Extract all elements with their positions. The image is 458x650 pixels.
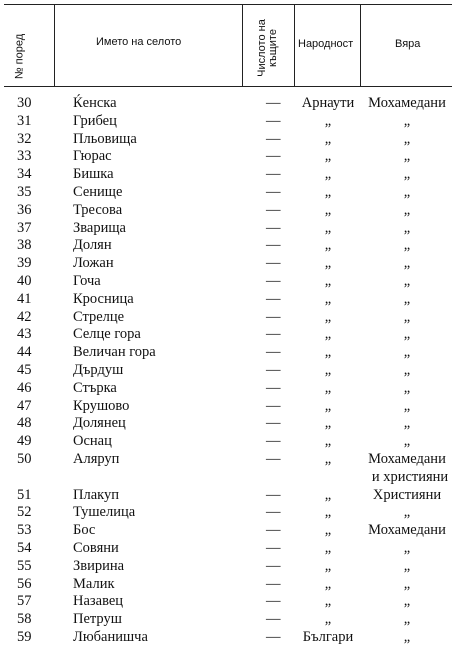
nationality-cell: „ <box>324 379 332 396</box>
nationality-cell: „ <box>324 504 332 521</box>
table-row <box>0 398 458 416</box>
village-name: Ќенска <box>73 95 117 111</box>
religion-cell: „ <box>403 415 411 432</box>
village-name: Петруш <box>73 611 122 628</box>
row-number: 36 <box>17 201 32 218</box>
religion-cell: „ <box>403 237 411 254</box>
religion-cell: „ <box>403 130 411 147</box>
table-row <box>0 362 458 380</box>
row-number: 55 <box>17 557 32 574</box>
header-religion: Вяра <box>395 38 421 50</box>
table-row <box>0 95 458 113</box>
row-number: 37 <box>17 219 32 236</box>
row-number: 32 <box>17 130 32 147</box>
row-number: 47 <box>17 397 32 414</box>
nationality-cell: Арнаути <box>301 95 355 111</box>
row-number: 30 <box>17 95 32 111</box>
house-count: — <box>266 557 281 574</box>
table-row <box>0 326 458 344</box>
religion-cell: „ <box>403 344 411 361</box>
nationality-cell: „ <box>324 166 332 183</box>
house-count: — <box>266 112 281 129</box>
religion-cell: „ <box>403 593 411 610</box>
row-number: 44 <box>17 344 32 361</box>
nationality-cell: „ <box>324 326 332 343</box>
nationality-cell: „ <box>324 308 332 325</box>
row-number: 54 <box>17 540 32 556</box>
table-row <box>0 148 458 166</box>
nationality-cell: „ <box>324 184 332 200</box>
table-row <box>0 504 458 522</box>
row-number: 52 <box>17 504 32 521</box>
nationality-cell: „ <box>324 540 332 556</box>
nationality-cell: „ <box>324 486 332 503</box>
house-count: — <box>266 593 281 610</box>
row-number: 56 <box>17 575 32 592</box>
house-count: — <box>266 415 281 432</box>
religion-cell: „ <box>403 148 411 165</box>
nationality-cell: „ <box>324 415 332 432</box>
nationality-cell: „ <box>324 451 332 467</box>
village-name: Бос <box>73 522 96 539</box>
row-number: 31 <box>17 112 32 129</box>
village-name: Пльовища <box>73 130 137 147</box>
village-name: Гоча <box>73 273 101 289</box>
header-top-rule <box>4 4 452 5</box>
table-row <box>0 273 458 291</box>
house-count: — <box>266 255 281 272</box>
header-bottom-rule <box>4 86 452 87</box>
religion-cell: „ <box>403 629 411 645</box>
house-count: — <box>266 451 281 467</box>
table-row <box>0 113 458 131</box>
house-count: — <box>266 184 281 200</box>
village-name: Гюрас <box>73 148 112 165</box>
religion-cell: „ <box>403 326 411 343</box>
table-row <box>0 166 458 184</box>
nationality-cell: „ <box>324 112 332 129</box>
religion-cell: „ <box>403 379 411 396</box>
row-number: 42 <box>17 308 32 325</box>
table-row <box>0 593 458 611</box>
nationality-cell: „ <box>324 237 332 254</box>
religion-cell: „ <box>403 201 411 218</box>
religion-cell: „ <box>403 308 411 325</box>
religion-cell: „ <box>403 540 411 556</box>
religion-cell: „ <box>403 557 411 574</box>
nationality-cell: „ <box>324 219 332 236</box>
house-count: — <box>266 201 281 218</box>
row-number: 39 <box>17 255 32 272</box>
table-row <box>0 237 458 255</box>
header-divider <box>360 4 361 86</box>
village-name: Бишка <box>73 166 114 183</box>
header-divider <box>242 4 243 86</box>
house-count: — <box>266 611 281 628</box>
table-row <box>0 451 458 469</box>
row-number: 48 <box>17 415 32 432</box>
house-count: — <box>266 540 281 556</box>
nationality-cell: „ <box>324 522 332 539</box>
nationality-cell: „ <box>324 201 332 218</box>
nationality-cell: „ <box>324 290 332 307</box>
row-number: 49 <box>17 433 32 450</box>
nationality-cell: „ <box>324 611 332 628</box>
village-name: Малик <box>73 575 115 592</box>
religion-cell: „ <box>403 362 411 378</box>
row-number: 50 <box>17 451 32 467</box>
table-row <box>0 522 458 540</box>
row-number: 34 <box>17 166 32 183</box>
row-number: 51 <box>17 486 32 503</box>
nationality-cell: „ <box>324 575 332 592</box>
house-count: — <box>266 486 281 503</box>
header-divider <box>294 4 295 86</box>
table-row <box>0 131 458 149</box>
nationality-cell: „ <box>324 362 332 378</box>
header-house-count: Числото на къщите <box>256 19 279 77</box>
religion-cell: „ <box>403 611 411 628</box>
religion-cell: „ <box>403 433 411 450</box>
house-count: — <box>266 95 281 111</box>
village-name: Зварища <box>73 219 126 236</box>
village-name: Аляруп <box>73 451 120 467</box>
village-name: Долян <box>73 237 112 254</box>
religion-cell-continuation: и християни <box>371 468 449 485</box>
table-row <box>0 558 458 576</box>
village-name: Величан гора <box>73 344 156 361</box>
religion-cell: „ <box>403 184 411 200</box>
village-name: Ложан <box>73 255 114 272</box>
village-name: Любанишча <box>73 629 148 645</box>
house-count: — <box>266 344 281 361</box>
religion-cell: „ <box>403 504 411 521</box>
row-number: 33 <box>17 148 32 165</box>
nationality-cell: Българи <box>302 629 354 645</box>
nationality-cell: „ <box>324 397 332 414</box>
village-name: Тушелица <box>73 504 136 521</box>
religion-cell: Християни <box>372 486 442 503</box>
village-name: Долянец <box>73 415 126 432</box>
table-row <box>0 415 458 433</box>
village-name: Грибец <box>73 112 117 129</box>
table-row <box>0 344 458 362</box>
header-village-name: Името на селото <box>96 36 182 48</box>
village-name: Плакуп <box>73 486 119 503</box>
row-number: 40 <box>17 273 32 289</box>
religion-cell: „ <box>403 575 411 592</box>
house-count: — <box>266 130 281 147</box>
village-name: Стрелце <box>73 308 125 325</box>
village-name: Сенище <box>73 184 123 200</box>
table-row <box>0 220 458 238</box>
row-number: 38 <box>17 237 32 254</box>
house-count: — <box>266 575 281 592</box>
village-name: Тресова <box>73 201 123 218</box>
house-count: — <box>266 504 281 521</box>
nationality-cell: „ <box>324 593 332 610</box>
religion-cell: „ <box>403 273 411 289</box>
table-row <box>0 291 458 309</box>
row-number: 35 <box>17 184 32 200</box>
house-count: — <box>266 308 281 325</box>
row-number: 43 <box>17 326 32 343</box>
religion-cell: „ <box>403 112 411 129</box>
table-row <box>0 380 458 398</box>
nationality-cell: „ <box>324 557 332 574</box>
row-number: 53 <box>17 522 32 539</box>
nationality-cell: „ <box>324 130 332 147</box>
religion-cell: „ <box>403 255 411 272</box>
row-number: 59 <box>17 629 32 645</box>
house-count: — <box>266 326 281 343</box>
house-count: — <box>266 237 281 254</box>
religion-cell: Мохамедани <box>368 451 446 467</box>
village-name: Совяни <box>73 540 119 556</box>
village-name: Звирина <box>73 557 125 574</box>
religion-cell: Мохамедани <box>368 522 446 539</box>
religion-cell: „ <box>403 166 411 183</box>
table-row <box>0 309 458 327</box>
village-name: Назавец <box>73 593 124 610</box>
nationality-cell: „ <box>324 148 332 165</box>
religion-cell: Мохамедани <box>368 95 446 111</box>
village-name: Дърдуш <box>73 362 124 378</box>
house-count: — <box>266 273 281 289</box>
row-number: 57 <box>17 593 32 610</box>
header-nationality: Народност <box>298 38 354 50</box>
house-count: — <box>266 629 281 645</box>
row-number: 58 <box>17 611 32 628</box>
header-num: № поред <box>13 33 26 80</box>
nationality-cell: „ <box>324 344 332 361</box>
table-row <box>0 184 458 202</box>
house-count: — <box>266 290 281 307</box>
house-count: — <box>266 148 281 165</box>
table-row <box>0 433 458 451</box>
village-name: Стърка <box>73 379 117 396</box>
nationality-cell: „ <box>324 433 332 450</box>
house-count: — <box>266 433 281 450</box>
house-count: — <box>266 379 281 396</box>
religion-cell: „ <box>403 219 411 236</box>
table-row <box>0 611 458 629</box>
table-row <box>0 202 458 220</box>
row-number: 41 <box>17 290 32 307</box>
nationality-cell: „ <box>324 273 332 289</box>
house-count: — <box>266 219 281 236</box>
table-row <box>0 487 458 505</box>
header-divider <box>54 4 55 86</box>
religion-cell: „ <box>403 397 411 414</box>
table-row <box>0 540 458 558</box>
house-count: — <box>266 362 281 378</box>
row-number: 45 <box>17 362 32 378</box>
nationality-cell: „ <box>324 255 332 272</box>
house-count: — <box>266 166 281 183</box>
table-row <box>0 629 458 647</box>
village-name: Крушово <box>73 397 130 414</box>
village-name: Кросница <box>73 290 134 307</box>
village-name: Селце гора <box>73 326 141 343</box>
table-row <box>0 576 458 594</box>
religion-cell: „ <box>403 290 411 307</box>
table-row <box>0 255 458 273</box>
house-count: — <box>266 522 281 539</box>
house-count: — <box>266 397 281 414</box>
village-name: Оснац <box>73 433 112 450</box>
row-number: 46 <box>17 379 32 396</box>
